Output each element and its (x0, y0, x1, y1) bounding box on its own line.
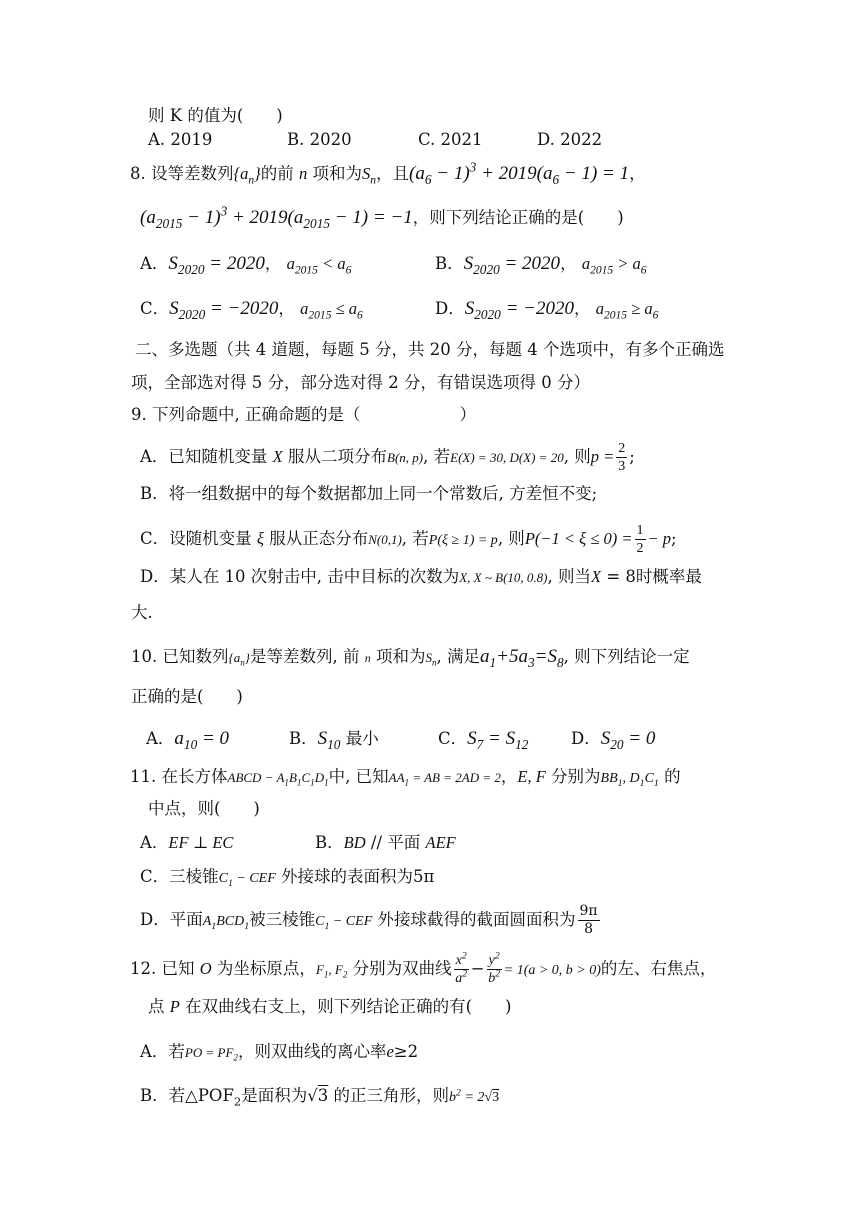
q11-option-b: B．BD // 平面 AEF (315, 833, 456, 852)
q10-option-a: A．$a_{10} = 0$ (146, 728, 230, 752)
q10-option-c: C．$S_7 = S_{12}$ (438, 728, 529, 752)
q12-option-b: B．若$\triangle POF_2$是面积为√3 的正三角形，则$b^2 = 2√3$ (140, 1086, 500, 1109)
q10-option-d: D．$S_{20} = 0$ (571, 728, 656, 752)
q8-option-c: C．$S_{2020} = -2020$， $a_{2015} \le a_6$ (140, 298, 363, 322)
q7-option-b: B. 2020 (287, 130, 352, 149)
q9-option-d-line2: 大. (131, 603, 153, 622)
q12-stem: 12. 已知 O 为坐标原点，$F_1$, $F_2$ 分别为双曲线 $\frac{x^2}{a^2}$ − $\frac{y^2}{b^2}$ = 1(a > 0, b > 0)的左、右焦点， (130, 950, 717, 986)
q9-option-c: C．设随机变量 ξ 服从正态分布N(0,1), 若P(ξ ≥ 1) = p, 则P(−1 < ξ ≤ 0) = $\frac{1}{2}$ − p; (140, 523, 677, 556)
q12-line2: 点 P 在双曲线右支上，则下列结论正确的有( ) (148, 997, 512, 1016)
q7-option-c: C. 2021 (418, 130, 483, 149)
q11-option-d: D．平面$A_1BCD_1$被三棱锥$C_1$ − CEF 外接球截得的截面圆面积为 $\frac{9\pi}{8}$ (140, 903, 598, 937)
q11-option-a: A．EF ⊥ EC (140, 833, 234, 852)
q9-option-d: D．某人在 10 次射击中, 击中目标的次数为X, X ~ B(10, 0.8), 则当X = 8时概率最 (140, 567, 702, 586)
q8-prefix: 8. 设等差数列 (130, 164, 234, 183)
q9-stem: 9. 下列命题中, 正确命题的是（ ） (131, 405, 476, 424)
q11-stem: 11. 在长方体ABCD − $A_1B_1C_1D_1$中, 已知$AA_1$ = AB = 2AD = 2，E, F 分别为$BB_1$, $D_1C_1$ 的 (130, 767, 681, 789)
q8-option-d: D．$S_{2020} = -2020$， $a_{2015} \ge a_6$ (435, 298, 659, 322)
section2-line2: 项，全部选对得 5 分，部分选对得 2 分，有错误选项得 0 分） (131, 373, 590, 392)
q8-line1: 8. 设等差数列$\{a_n\}$的前 n 项和为$S_n$，且$(a_6 - 1)^3 + 2019(a_6 - 1) = 1$， (130, 159, 646, 187)
q11-option-c: C．三棱锥$C_1$ − CEF 外接球的表面积为5π (140, 867, 435, 889)
q8-option-b: B．$S_{2020} = 2020$， $a_{2015} > a_6$ (435, 253, 647, 277)
q8-option-a: A．$S_{2020} = 2020$， $a_{2015} < a_6$ (140, 253, 352, 277)
q9-option-b: B．将一组数据中的每个数据都加上同一个常数后, 方差恒不变; (140, 484, 598, 503)
q7-option-a: A. 2019 (148, 130, 213, 149)
q9-option-a: A．已知随机变量 X 服从二项分布B(n, p), 若E(X) = 30, D(X) = 20, 则p = $\frac{2}{3}$ ; (140, 441, 635, 474)
q11-line2: 中点，则( ) (148, 799, 260, 818)
q10-option-b: B．$S_{10}$ 最小 (289, 728, 379, 752)
q10-stem: 10. 已知数列$\{a_n\}$是等差数列, 前 n 项和为$S_n$, 满足$a_1+5a_3=S_8$, 则下列结论一定 (131, 646, 690, 670)
q7-stem-tail: 则 K 的值为( ) (148, 106, 283, 125)
q12-option-a: A．若PO = $PF_2$，则双曲线的离心率e≥2 (140, 1042, 419, 1063)
q7-option-d: D. 2022 (537, 130, 603, 149)
section2-line1: 二、多选题（共 4 道题，每题 5 分，共 20 分，每题 4 个选项中，有多个正确选 (135, 340, 725, 359)
q8-line2: $(a_{2015} - 1)^3 + 2019(a_{2015} - 1) = -1$，则下列结论正确的是( ) (140, 203, 624, 231)
q10-line2: 正确的是( ) (131, 687, 243, 706)
